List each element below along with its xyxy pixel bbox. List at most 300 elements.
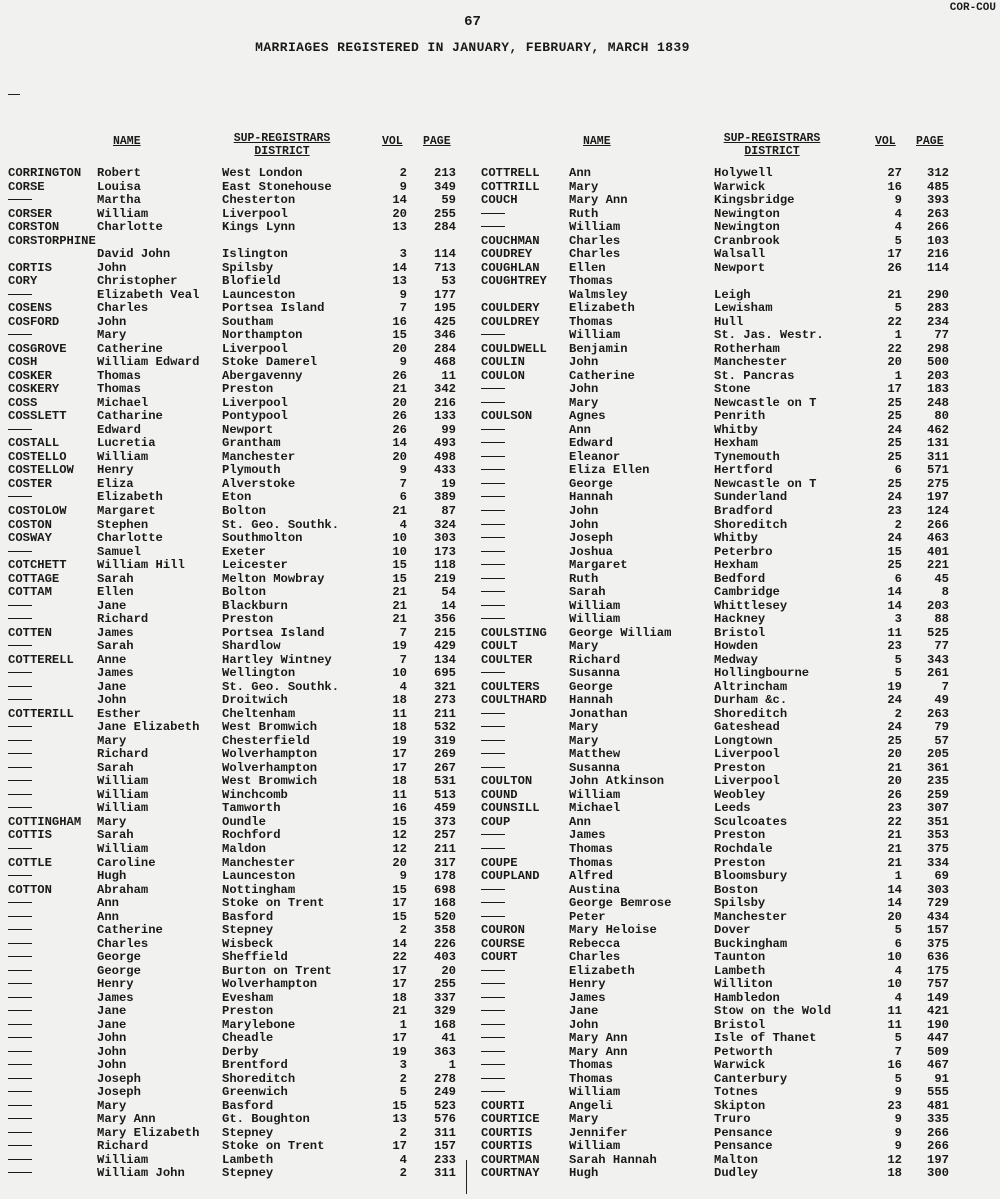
register-entry [0, 181, 1000, 195]
entry-volume: 21 [392, 382, 407, 397]
entry-district: Exeter [222, 544, 266, 559]
entry-volume: 12 [392, 842, 407, 856]
entry-district: Wolverhampton [222, 747, 318, 762]
entry-given-name: Sarah [97, 828, 134, 843]
entry-district: Chesterton [222, 193, 296, 208]
register-entry [0, 654, 1000, 668]
entry-given-name: Thomas [569, 842, 613, 856]
entry-volume: 9 [894, 1125, 902, 1140]
entry-district: Warwick [714, 179, 766, 194]
entry-given-name: William [97, 787, 149, 802]
entry-page: 45 [934, 571, 949, 586]
entry-district: Grantham [222, 436, 281, 451]
entry-page: 259 [927, 787, 949, 802]
entry-surname: COTTINGHAM [8, 814, 82, 829]
entry-page: 215 [434, 625, 456, 640]
entry-page: 298 [927, 341, 949, 356]
entry-given-name: Austina [569, 882, 621, 897]
entry-volume: 4 [894, 990, 902, 1005]
entry-given-name: Michael [97, 395, 149, 410]
entry-given-name: Jane [97, 598, 127, 613]
entry-surname-ditto [481, 383, 488, 397]
register-entry [0, 410, 1000, 424]
entry-surname-ditto [481, 884, 488, 898]
entry-page: 263 [927, 206, 949, 221]
entry-page: 1 [448, 1058, 456, 1073]
entry-volume: 9 [399, 287, 407, 302]
entry-page: 197 [927, 490, 949, 505]
entry-given-name: Louisa [97, 179, 141, 194]
register-entry [0, 262, 1000, 276]
entry-page: 118 [434, 558, 456, 573]
entry-volume: 17 [392, 760, 407, 775]
entry-given-name: Richard [97, 747, 149, 762]
entry-given-name: James [97, 990, 134, 1005]
entry-volume: 18 [392, 693, 407, 708]
entry-surname-ditto [481, 762, 488, 776]
entry-given-name: William [97, 801, 149, 816]
entry-given-name: Charles [569, 950, 621, 965]
entry-volume: 5 [894, 666, 902, 681]
entry-surname: COUND [481, 787, 518, 802]
entry-given-name: Joseph [569, 531, 613, 546]
entry-page: 485 [927, 179, 949, 194]
register-entry [0, 1127, 1000, 1141]
entry-district: Hartley Wintney [222, 652, 332, 667]
entry-volume: 14 [392, 260, 407, 275]
entry-page: 695 [434, 666, 456, 681]
entry-given-name: Mary [569, 395, 599, 410]
entry-surname: COUPLAND [481, 869, 540, 884]
entry-page: 434 [927, 909, 949, 924]
entry-surname-ditto [481, 546, 488, 560]
entry-district: Liverpool [714, 747, 780, 762]
entry-page: 203 [927, 598, 949, 613]
entry-given-name: Mary Ann [569, 1031, 628, 1046]
entry-volume: 17 [392, 963, 407, 978]
entry-given-name: William [569, 787, 621, 802]
register-entry [0, 1113, 1000, 1127]
entry-given-name: Mary [569, 639, 599, 654]
entry-district: Warwick [714, 1058, 766, 1073]
entry-given-name: William [569, 220, 621, 235]
entry-district: Cheltenham [222, 706, 296, 721]
entry-surname: COSKERY [8, 382, 60, 397]
entry-surname: COUNSILL [481, 801, 540, 816]
register-entry [0, 789, 1000, 803]
entry-page: 263 [927, 706, 949, 721]
entry-given-name: John [97, 1058, 127, 1073]
entry-surname-ditto [481, 437, 488, 451]
entry-page: 324 [434, 517, 456, 532]
entry-district: St. Geo. Southk. [222, 517, 340, 532]
entry-page: 290 [927, 287, 949, 302]
entry-page: 114 [434, 247, 456, 262]
entry-surname-ditto [481, 1019, 488, 1033]
entry-district: Newport [714, 260, 766, 275]
register-entry [0, 451, 1000, 465]
entry-volume: 17 [392, 747, 407, 762]
entry-volume: 24 [887, 422, 902, 437]
entry-volume: 16 [392, 801, 407, 816]
entry-district: Isle of Thanet [714, 1031, 817, 1046]
entry-page: 216 [434, 395, 456, 410]
entry-district: Taunton [714, 950, 766, 965]
entry-district: Burton on Trent [222, 963, 332, 978]
entry-given-name: Ellen [97, 585, 134, 600]
entry-surname-ditto [481, 843, 488, 857]
register-entry [0, 640, 1000, 654]
entry-district: Basford [222, 909, 274, 924]
entry-district: West Bromwich [222, 774, 318, 789]
register-entry [0, 965, 1000, 979]
entry-district: Sheffield [222, 950, 288, 965]
register-entry [0, 924, 1000, 938]
entry-district: Hull [714, 314, 744, 329]
entry-surname-ditto [481, 1073, 488, 1087]
entry-page: 335 [927, 1112, 949, 1127]
entry-district: Peterbro [714, 544, 773, 559]
entry-given-name: William [569, 328, 621, 343]
header-page-right: PAGE [916, 135, 944, 148]
entry-page: 319 [434, 733, 456, 748]
entry-page: 79 [934, 720, 949, 735]
entry-volume: 21 [392, 598, 407, 613]
entry-district: Stepney [222, 1125, 274, 1140]
entry-page: 8 [941, 585, 949, 600]
register-entry [0, 573, 1000, 587]
entry-volume: 14 [887, 598, 902, 613]
entry-surname: COULDREY [481, 314, 540, 329]
register-entry [0, 437, 1000, 451]
register-entry [0, 667, 1000, 681]
entry-district: Greenwich [222, 1085, 288, 1100]
entry-page: 300 [927, 1166, 949, 1181]
register-entry [0, 397, 1000, 411]
entry-volume: 9 [399, 179, 407, 194]
entry-page: 190 [927, 1017, 949, 1032]
entry-surname-ditto [481, 708, 488, 722]
entry-given-name: Sarah [97, 760, 134, 775]
entry-surname-ditto [481, 586, 488, 600]
entry-district: Preston [714, 828, 766, 843]
register-entry [0, 843, 1000, 857]
entry-given-name: Richard [97, 612, 149, 627]
entry-district: Droitwich [222, 693, 288, 708]
register-entry [0, 1100, 1000, 1114]
entry-given-name: Benjamin [569, 341, 628, 356]
entry-district: Whitby [714, 422, 758, 437]
entry-surname: COUDREY [481, 247, 533, 262]
entry-page: 468 [434, 355, 456, 370]
entry-given-name: John [569, 517, 599, 532]
entry-page: 149 [927, 990, 949, 1005]
entry-page: 157 [927, 923, 949, 938]
entry-given-name: Mary Ann [569, 1044, 628, 1059]
entry-surname: CORSER [8, 206, 52, 221]
register-entry [0, 370, 1000, 384]
entry-volume: 1 [894, 869, 902, 884]
entry-district: Spilsby [222, 260, 274, 275]
entry-page: 481 [927, 1098, 949, 1113]
entry-given-name: Ellen [569, 260, 606, 275]
entry-page: 54 [441, 585, 456, 600]
entry-page: 57 [934, 733, 949, 748]
entry-given-name: John [97, 1044, 127, 1059]
entry-surname-ditto [481, 721, 488, 735]
entry-volume: 2 [399, 923, 407, 938]
entry-district: St. Jas. Westr. [714, 328, 824, 343]
entry-page: 393 [927, 193, 949, 208]
entry-page: 59 [441, 193, 456, 208]
register-entry [0, 302, 1000, 316]
entry-volume: 2 [399, 166, 407, 180]
entry-given-name: Charlotte [97, 531, 163, 546]
register-entry [0, 275, 1000, 289]
register-entry [0, 464, 1000, 478]
entry-surname: COUGHTREY [481, 274, 547, 289]
entry-surname: COSTALL [8, 436, 60, 451]
entry-given-name: Alfred [569, 869, 613, 884]
entry-page: 103 [927, 233, 949, 248]
entry-given-name: John [569, 1017, 599, 1032]
entry-given-name: Mary [97, 733, 127, 748]
entry-given-name: Sarah Hannah [569, 1152, 657, 1167]
entry-given-name: Joshua [569, 544, 613, 559]
entry-page: 53 [441, 274, 456, 289]
entry-page: 255 [434, 206, 456, 221]
entry-surname: COUCH [481, 193, 518, 208]
entry-given-name: Hugh [97, 869, 127, 884]
entry-surname-ditto [481, 573, 488, 587]
entry-district: Preston [222, 612, 274, 627]
entry-surname: COTTLE [8, 855, 52, 870]
entry-volume: 7 [399, 476, 407, 491]
entry-page: 349 [434, 179, 456, 194]
entry-given-name: John [97, 260, 127, 275]
entry-volume: 13 [392, 220, 407, 235]
entry-page: 389 [434, 490, 456, 505]
entry-surname: COTTRILL [481, 179, 540, 194]
entry-given-name: Michael [569, 801, 621, 816]
register-entry [0, 897, 1000, 911]
entry-surname: COUP [481, 814, 511, 829]
entry-district: Oundle [222, 814, 266, 829]
entry-page: 375 [927, 936, 949, 951]
entry-page: 269 [434, 747, 456, 762]
entry-volume: 10 [887, 950, 902, 965]
entry-district: Newcastle on T [714, 395, 817, 410]
entry-district: Shoreditch [714, 706, 788, 721]
entry-page: 248 [927, 395, 949, 410]
entry-volume: 2 [399, 1166, 407, 1181]
entry-volume: 6 [399, 490, 407, 505]
entry-page: 211 [434, 842, 456, 856]
entry-page: 311 [434, 1125, 456, 1140]
entry-district: Manchester [222, 449, 296, 464]
entry-district: Rochdale [714, 842, 773, 856]
entry-volume: 5 [399, 1085, 407, 1100]
header-vol-right: VOL [875, 135, 896, 148]
entry-page: 20 [441, 963, 456, 978]
entry-surname-ditto [481, 613, 488, 627]
register-entry [0, 911, 1000, 925]
entry-page: 177 [434, 287, 456, 302]
register-entry [0, 343, 1000, 357]
entry-given-name: Samuel [97, 544, 141, 559]
entry-given-name: Esther [97, 706, 141, 721]
entry-given-name: Susanna [569, 666, 621, 681]
entry-page: 307 [927, 801, 949, 816]
entry-surname: COTTAGE [8, 571, 60, 586]
entry-given-name: Catherine [569, 368, 635, 383]
register-entry [0, 208, 1000, 222]
entry-volume: 25 [887, 476, 902, 491]
entry-volume: 9 [894, 193, 902, 208]
entry-district: Lambeth [222, 1152, 274, 1167]
entry-district: Wolverhampton [222, 977, 318, 992]
entry-given-name: Joseph [97, 1071, 141, 1086]
entry-volume: 23 [887, 639, 902, 654]
entry-volume: 1 [399, 1017, 407, 1032]
entry-given-name: Joseph [97, 1085, 141, 1100]
entry-page: 571 [927, 463, 949, 478]
entry-surname: COULTON [481, 774, 533, 789]
entry-district: Tynemouth [714, 449, 780, 464]
entry-surname-ditto [481, 965, 488, 979]
entry-surname-ditto [481, 829, 488, 843]
entry-given-name: Peter [569, 909, 606, 924]
entry-page: 303 [434, 531, 456, 546]
entry-volume: 15 [392, 814, 407, 829]
page-number: 67 [464, 14, 481, 30]
entry-page: 235 [927, 774, 949, 789]
entry-volume: 17 [392, 977, 407, 992]
page-title: MARRIAGES REGISTERED IN JANUARY, FEBRUARY, MARCH 1839 [255, 40, 690, 55]
entry-volume: 22 [887, 314, 902, 329]
entry-given-name: Charles [97, 936, 149, 951]
entry-volume: 2 [894, 517, 902, 532]
entry-district: Evesham [222, 990, 274, 1005]
entry-volume: 9 [894, 1139, 902, 1154]
entry-page: 555 [927, 1085, 949, 1100]
entry-given-name: Jane [569, 1004, 599, 1019]
entry-page: 80 [934, 409, 949, 424]
entry-volume: 5 [894, 923, 902, 938]
entry-district: Plymouth [222, 463, 281, 478]
entry-given-name: Ruth [569, 206, 599, 221]
entry-volume: 4 [894, 220, 902, 235]
entry-district: Stepney [222, 1166, 274, 1181]
entry-district: Whittlesey [714, 598, 788, 613]
entry-page: 493 [434, 436, 456, 451]
entry-given-name: Thomas [569, 1071, 613, 1086]
entry-page: 509 [927, 1044, 949, 1059]
entry-volume: 20 [392, 206, 407, 221]
entry-surname-ditto [481, 735, 488, 749]
entry-volume: 20 [887, 747, 902, 762]
entry-volume: 14 [392, 936, 407, 951]
entry-district: Liverpool [222, 341, 288, 356]
register-entry [0, 600, 1000, 614]
entry-volume: 11 [887, 1004, 902, 1019]
entry-given-name: Thomas [569, 855, 613, 870]
register-entry [0, 1154, 1000, 1168]
entry-surname-ditto [481, 505, 488, 519]
entry-given-name: William [569, 1085, 621, 1100]
entry-district: Stone [714, 382, 751, 397]
header-name-left: NAME [113, 135, 141, 148]
entry-district: Truro [714, 1112, 751, 1127]
entry-page: 216 [927, 247, 949, 262]
entry-given-name: Ann [569, 422, 591, 437]
entry-district: Cranbrook [714, 233, 780, 248]
register-entry [0, 491, 1000, 505]
entry-page: 11 [441, 368, 456, 383]
entry-page: 134 [434, 652, 456, 667]
entry-surname: COSH [8, 355, 38, 370]
entry-district: Pontypool [222, 409, 288, 424]
entry-given-name: George [97, 963, 141, 978]
entry-given-name: William [569, 1139, 621, 1154]
entry-volume: 15 [392, 882, 407, 897]
entry-page: 249 [434, 1085, 456, 1100]
entry-surname: CORSTORPHINE [8, 233, 96, 248]
entry-given-name: Thomas [569, 274, 613, 289]
entry-district: Sunderland [714, 490, 788, 505]
entry-volume: 26 [392, 409, 407, 424]
entry-volume: 7 [894, 1044, 902, 1059]
entry-page: 219 [434, 571, 456, 586]
register-entry [0, 748, 1000, 762]
entry-page: 311 [927, 449, 949, 464]
entry-district: Bolton [222, 585, 266, 600]
entry-page: 636 [927, 950, 949, 965]
entry-volume: 23 [887, 504, 902, 518]
entry-district: Spilsby [714, 896, 766, 911]
entry-given-name: William John [97, 1166, 185, 1181]
entry-district: St. Geo. Southk. [222, 679, 340, 694]
entry-surname-ditto [481, 424, 488, 438]
entry-district: Bloomsbury [714, 869, 788, 884]
entry-district: Preston [714, 855, 766, 870]
entry-given-name: Matthew [569, 747, 621, 762]
entry-surname: COUCHMAN [481, 233, 540, 248]
entry-district: Abergavenny [222, 368, 303, 383]
entry-surname: CORSE [8, 179, 45, 194]
entry-given-name: Stephen [97, 517, 149, 532]
entry-district: Northampton [222, 328, 303, 343]
entry-volume: 21 [887, 855, 902, 870]
entry-page: 500 [927, 355, 949, 370]
entry-surname-ditto [481, 978, 488, 992]
entry-page: 317 [434, 855, 456, 870]
entry-surname-ditto [481, 1086, 488, 1100]
surname-range-label: COR-COU [949, 2, 996, 14]
entry-district: Launceston [222, 869, 296, 884]
register-entry [0, 532, 1000, 546]
entry-surname: COULIN [481, 355, 525, 370]
entry-given-name: Catharine [97, 409, 163, 424]
entry-volume: 6 [894, 571, 902, 586]
register-entry [0, 1140, 1000, 1154]
entry-district: Blackburn [222, 598, 288, 613]
register-entry [0, 735, 1000, 749]
entry-page: 363 [434, 1044, 456, 1059]
entry-volume: 19 [392, 1044, 407, 1059]
entry-given-name: Lucretia [97, 436, 156, 451]
entry-page: 19 [441, 476, 456, 491]
